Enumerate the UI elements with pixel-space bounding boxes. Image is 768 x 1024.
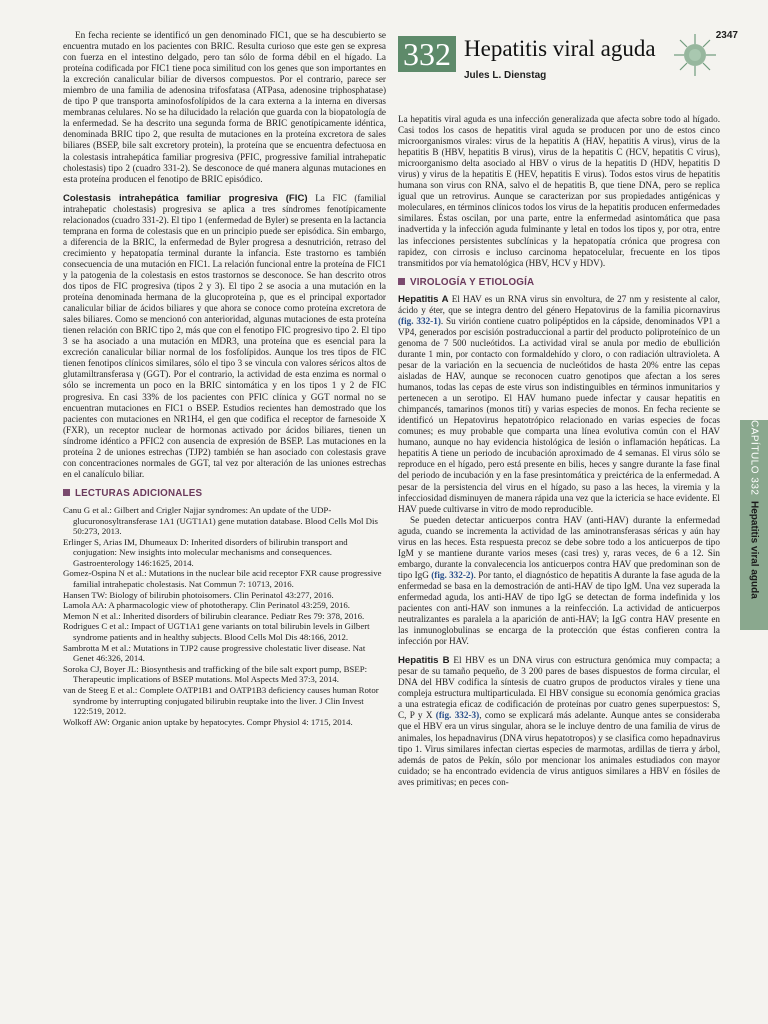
chapter-title: Hepatitis viral aguda xyxy=(464,36,656,61)
chapter-side-label xyxy=(744,420,764,630)
figure-link[interactable]: (fig. 332-2) xyxy=(431,569,474,580)
left-column xyxy=(63,30,386,727)
figure-link[interactable]: (fig. 332-3) xyxy=(435,710,480,721)
intro-paragraph: La hepatitis viral aguda es una infección generalizada que afecta sobre todo al hígado. Casi todos los casos de hepatitis viral aguda se producen por uno de estos cinco microorganismos virales: virus de la hepatitis A (HAV, hepatitis A virus), virus de la hepatitis B (HBV, hepatitis B virus), virus de la hepatitis C (HCV, hepatitis C virus), microorganismo delta asociado al HBV o virus de la hepatitis D (HDV, hepatitis D virus) y virus de la hepatitis E (HEV, hepatitis E virus). Todos estos virus de hepatitis humana son virus con RNA, salvo el de hepatitis B, que tiene DNA, pero se replica igual que un retrovirus. Aunque se caracterizan por sus propiedades antigénicas y moleculares, en términos clínicos todos los virus de la hepatitis producen enfermedades similares. Éstas oscilan, por una parte, entre la enfermedad asintomática que pasa inadvertida y la infección aguda fulminante y letal en todos los tipos y, por otra, entre las infecciones persistentes subclínicas y la hepatopatía crónica que progresa con rapidez, con cirrosis e incluso carcinoma hepatocelular, frecuente en los tipos transmitidos por vía hematológica (HBV, HCV y HDV). xyxy=(398,114,720,268)
references-heading: LECTURAS ADICIONALES xyxy=(63,488,386,499)
chapter-header xyxy=(398,30,718,92)
hepatitis-a-antibody-paragraph: Se pueden detectar anticuerpos contra HAV (anti-HAV) durante la enfermedad aguda, cuando se incrementa la actividad de las aminotransferasas séricas y aún hay virus en las heces. Esta respuesta precoz se debe sobre todo a los anticuerpos de tipo IgM y se mantiene durante varios meses (casi tres) y, raras veces, de 6 a 12. Sin embargo, durante la convalecencia los anticuerpos contra HAV que predominan son de tipo IgG (fig. 332-2). Por tanto, el diagnóstico de hepatitis A durante la fase aguda de la enfermedad se basa en la demostración de anti-HAV de tipo IgM. Una vez superada la enfermedad aguda, los anti-HAV de tipo IgG se detectan de forma indefinida y los pacientes con anti-HAV son inmunes a la reinfección. La actividad de anticuerpos neutralizantes es paralela a la aparición de anti-HAV; la IgG contra HAV presente en las inmunoglobulinas se encarga de la protección que éstas confieren contra la infección por HAV. xyxy=(398,514,720,647)
section-square-icon xyxy=(63,489,70,496)
right-column xyxy=(398,114,720,788)
page-number: 2347 xyxy=(715,30,738,41)
reference-item: Lamola AA: A pharmacologic view of phototherapy. Clin Perinatol 43:259, 2016. xyxy=(63,600,350,611)
reference-item: Memon N et al.: Inherited disorders of bilirubin clearance. Pediatr Res 79: 378, 2016. xyxy=(63,610,365,621)
paragraph-pfic xyxy=(63,193,386,480)
reference-item: Rodrigues C et al.: Impact of UGT1A1 gene variants on total bilirubin levels in Gilbert syndrome patients and in healthy subjects. Blood Cells Mol Dis 48:166, 2012. xyxy=(63,621,370,643)
side-chapter-number: CAPÍTULO 332 xyxy=(748,420,760,496)
figure-link[interactable]: (fig. 332-1) xyxy=(398,315,441,326)
reference-item: van de Steeg E et al.: Complete OATP1B1 and OATP1B3 deficiency causes human Rotor syndrome by interrupting conjugated bilirubin reuptake into the liver. J Clin Invest 122:519, 2012. xyxy=(63,685,379,717)
side-chapter-title: Hepatitis viral aguda xyxy=(748,501,760,600)
pfic-heading: Colestasis intrahepática familiar progresiva (FIC) xyxy=(63,192,308,204)
reference-item: Canu G et al.: Gilbert and Crigler Najjar syndromes: An update of the UDP-glucuronosyltransferase 1A1 (UGT1A1) gene mutation database. Blood Cells Mol Dis 50:273, 2013. xyxy=(63,504,378,537)
virology-heading: VIROLOGÍA Y ETIOLOGÍA xyxy=(398,277,720,288)
hepatitis-b-heading: Hepatitis B xyxy=(398,655,450,667)
section-square-icon xyxy=(398,278,405,285)
chapter-number: 332 xyxy=(398,36,456,72)
hepatitis-a-heading: Hepatitis A xyxy=(398,293,449,305)
reference-item: Hansen TW: Biology of bilirubin photoisomers. Clin Perinatol 43:277, 2016. xyxy=(63,589,334,600)
reference-item: Gomez-Ospina N et al.: Mutations in the nuclear bile acid receptor FXR cause progressive familial intrahepatic cholestasis. Nat Commun 7: 10713, 2016. xyxy=(63,568,382,590)
references-list xyxy=(63,505,386,727)
reference-item: Erlinger S, Arias IM, Dhumeaux D: Inherited disorders of bilirubin transport and conjugation: New insights into molecular mechanisms and consequences. Gastroenterology 146:1625, 2014. xyxy=(63,536,348,568)
paragraph-bric: En fecha reciente se identificó un gen denominado FIC1, que se ha descubierto se encuentra mutado en los pacientes con BRIC. Resulta curioso que este gen se expresa con fuerza en el intestino delgado, pero tan sólo de forma débil en el hígado. La proteína codificada por FIC1 tiene poca similitud con los genes que son importantes en la excreción canalicular biliar de diversos compuestos. Por el contrario, parece ser miembro de una familia de adenosina trifosfatasa (ATPasa, adenosine triphosphatase) de tipo P que transporta aminofosfolípidos de la cara externa a la interna en diversas membranas celulares. No se ha dilucidado la relación que guarda con la biopatología de la enfermedad. Se ha descrito una segunda forma de BRIC genotípicamente idéntica, denominada BRIC tipo 2, que resulta de mutaciones en la proteína excretora de sales biliares (BSEP, bile salt excretory protein), la proteína que se encuentra defectuosa en la colestasis intrahepática familiar progresiva (PFIC, progressive familial intrahepatic cholestasis) tipo 2 (cuadro 331-2). Se desconoce de qué manera algunas mutaciones en esta proteína producen el fenotipo de BRIC episódico. xyxy=(63,30,386,184)
hepatitis-a-paragraph: Hepatitis A El HAV es un RNA virus sin envoltura, de 27 nm y resistente al calor, ácido y éter, que se integra dentro del género Hepatovirus de la familia picornavirus (fig. 332-1). Su virión contiene cuatro polipéptidos en la cápside, denominados VP1 a VP4, generados por escisión postraduccional a partir del producto poliproteínico de un genoma de 7 500 nucleótidos. La actividad viral se anula por medio de ebullición durante 1 min, por contacto con formaldehído y cloro, o con radiación ultravioleta. A pesar de la variación en la secuencia de nucleótidos de hasta 20% entre las cepas aisladas de HAV, aunque se reconocen cuatro genotipos que afectan a los seres humanos, todas las cepas de este virus son indistinguibles en términos inmunitarios y pertenecen a un serotipo. El HAV humano puede infectar y causar hepatitis en chimpancés, tamarinos (monos tití) y varias especies de monos. En fecha reciente se identificó un Hepatovirus hepatotrópico relacionado en varias especies de focas comunes; es muy probable que comparta una línea evolutiva común con el HAV humano, aunque no hay evidencia histológica de lesión o inflamación hepáticas. La hepatitis A tiene un periodo de incubación aproximado de 4 semanas. El virus sólo se reproduce en el hígado, pero está presente en bilis, heces y sangre durante la fase final del periodo de incubación y en la fase presintomática y preictérica de la enfermedad. A pesar de la persistencia del virus en el hígado, su paso a las heces, la viremia y la infecciosidad disminuyen de manera rápida una vez que la ictericia se hace evidente. El HAV puede cultivarse in vitro de modo reproducible. xyxy=(398,293,720,514)
hepatitis-b-paragraph: Hepatitis B El HBV es un DNA virus con estructura genómica muy compacta; a pesar de su tamaño pequeño, de 3 200 pares de bases dispuestos de forma circular, el DNA del HBV codifica la síntesis de cuatro grupos de productos virales y tiene una compleja estructura multiparticulada. El HBV consigue su economía genómica gracias a una estrategia eficaz de codificación de proteínas por cuatro genes superpuestos: S, C, P y X (fig. 332-3), como se explicará más adelante. Aunque antes se consideraba que el HBV era un virus singular, ahora se le incluye dentro de una familia de virus de animales, los hepadnavirus (DNA virus hepatotropos) y se clasifica como hepadnavirus tipo 1. Virus similares infectan ciertas especies de marmotas, ardillas de tierra y árbol, además de patos de Pekín, sólo por mencionar los animales estudiados con mayor cuidado; se ha encontrado evidencia de virus antiguos similares a HBV en fósiles de aves primitivas; en peces con- xyxy=(398,655,721,787)
reference-item: Sambrotta M et al.: Mutations in TJP2 cause progressive cholestatic liver disease. Nat Genet 46:326, 2014. xyxy=(63,642,366,664)
reference-item: Wolkoff AW: Organic anion uptake by hepatocytes. Compr Physiol 4: 1715, 2014. xyxy=(63,716,353,727)
chapter-author: Jules L. Dienstag xyxy=(464,70,547,81)
reference-item: Soroka CJ, Boyer JL: Biosynthesis and trafficking of the bile salt export pump, BSEP: Therapeutic implications of BSEP mutations. Mol Aspects Med 37:3, 2014. xyxy=(63,663,368,685)
virus-illustration-icon xyxy=(670,30,720,80)
pfic-body: La FIC (familial intrahepatic cholestasis) progresiva se aplica a tres síndromes fenotípicamente relacionados (cuadro 331-2). El tipo 1 (enfermedad de Byler) se presenta en la lactancia temprana en forma de colestasis que en un principio puede ser episódica. Sin embargo, a diferencia de la BRIC, la enfermedad de Byler progresa a desnutrición, retraso del crecimiento y hepatopatía terminal durante la infancia. Este trastorno es también consecuencia de una mutación en FIC1. La relación funcional entre la proteína de FIC1 y la patogenia de la colestasis en estos trastornos se desconoce. Se han descrito otros dos tipos de FIC progresiva (tipos 2 y 3). El tipo 2 se asocia a una mutación en la proteína denominada hermana de la glucoproteína p, que es el principal exportador canalicular biliar de ácidos biliares y que ahora se conoce como proteína excretora de sales biliares. Como se mencionó con anterioridad, algunas mutaciones de esta proteína tienen relación con BRIC tipo 2, más que con el fenotipo FIC progresivo tipo 2. El tipo 3 se ha asociado a una mutación en MDR3, una proteína que es esencial para la excreción canalicular biliar normal de los fosfolípidos. Aunque los tres tipos de FIC tienen fenotipos clínicos similares, sólo el tipo 3 se vincula con valores séricos altos de glutamiltransferasa γ (GGT). Por el contrario, la actividad de esta enzima es normal o sólo se incrementa un poco en la BRIC sintomática y en los tipos 1 y 2 de FIC progresiva. En casi 33% de los pacientes con PFIC clínica y GGT normal no se encuentran mutaciones en FIC1 o BSEP. Estudios recientes han demostrado que los pacientes con mutaciones en NR1H4, el gen que codifica el receptor de farnesoide X (FXR), un receptor nuclear de hormonas activado por ácidos biliares, tienen un síndrome idéntico a PFIC2 con ausencia de expresión de BSEP. Las mutaciones en la proteína 2 de uniones estrechas (TJP2) también se han asociado con colestasis grave con concentraciones normales de GGT, tal vez por alteración de las uniones estrechas en el canalículo biliar. xyxy=(63,192,386,479)
